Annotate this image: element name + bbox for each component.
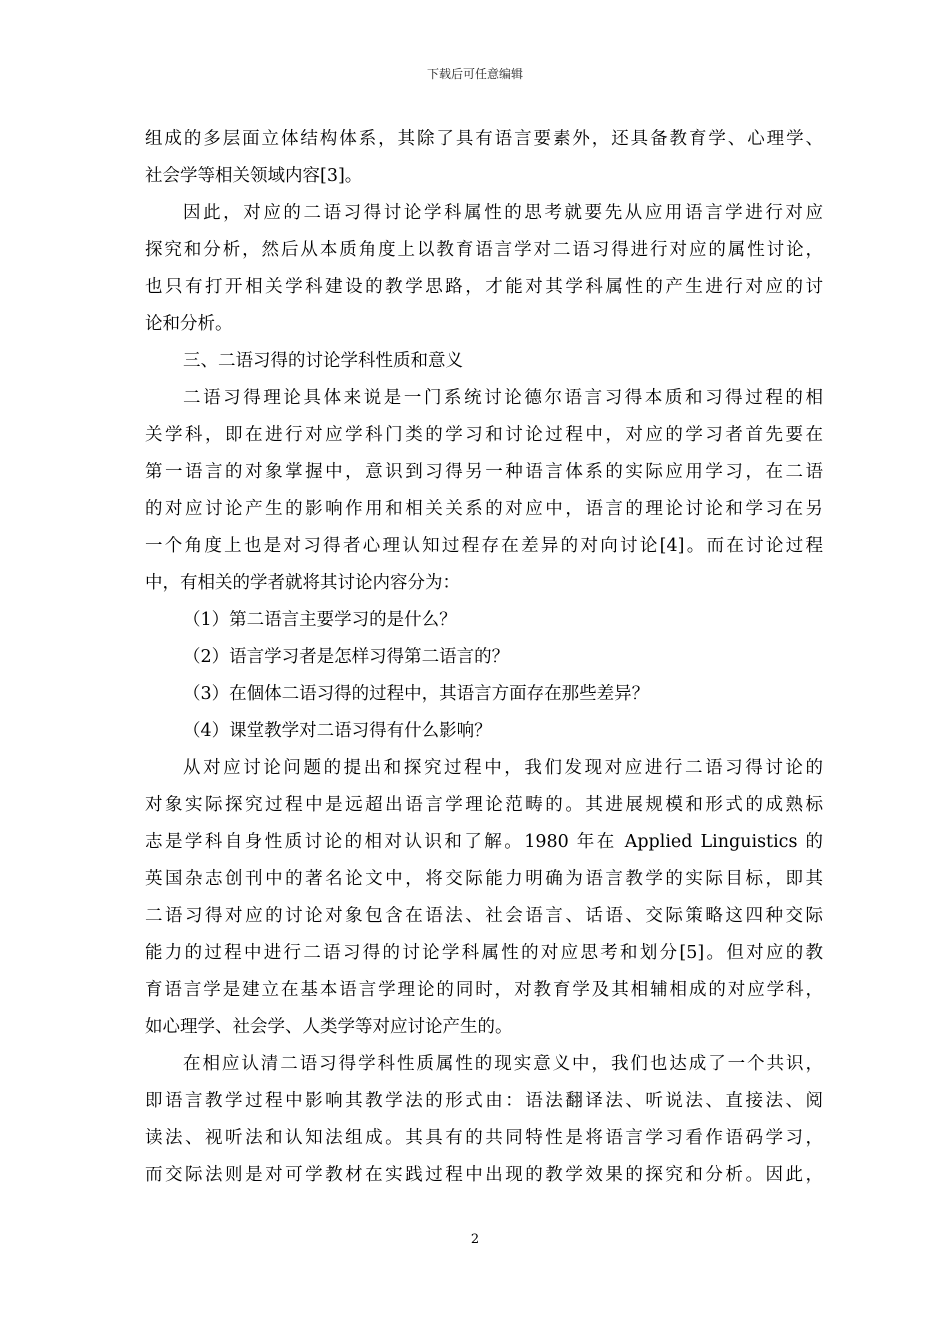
text-line: 关学科，即在进行对应学科门类的学习和讨论过程中，对应的学习者首先要在 xyxy=(145,425,823,445)
text-line: 二语习得理论具体来说是一门系统讨论德尔语言习得本质和习得过程的相 xyxy=(183,388,823,408)
text-line: 论和分析。 xyxy=(145,314,233,334)
text-line: 志是学科自身性质讨论的相对认识和了解。1980 年在 Applied Linguistics 的 xyxy=(145,832,823,852)
text-line: 对象实际探究过程中是远超出语言学理论范畴的。其进展规模和形式的成熟标 xyxy=(145,795,823,815)
text-line: 也只有打开相关学科建设的教学思路，才能对其学科属性的产生进行对应的讨 xyxy=(145,277,823,297)
text-line: 如心理学、社会学、人类学等对应讨论产生的。 xyxy=(145,1017,513,1037)
list-item: （4）课堂教学对二语习得有什么影响？ xyxy=(183,721,492,741)
list-item: （1）第二语言主要学习的是什么？ xyxy=(183,610,457,630)
text-line: 社会学等相关领域内容[3]。 xyxy=(145,166,363,186)
document-body xyxy=(145,121,823,1194)
text-line: 即语言教学过程中影响其教学法的形式由：语法翻译法、听说法、直接法、阅 xyxy=(145,1091,823,1111)
text-line: 而交际法则是对可学教材在实践过程中出现的教学效果的探究和分析。因此， xyxy=(145,1165,823,1185)
text-line: 从对应讨论问题的提出和探究过程中，我们发现对应进行二语习得讨论的 xyxy=(183,758,823,778)
text-line: 能力的过程中进行二语习得的讨论学科属性的对应思考和划分[5]。但对应的教 xyxy=(145,943,823,963)
text-line: 一个角度上也是对习得者心理认知过程存在差异的对向讨论[4]。而在讨论过程 xyxy=(145,536,823,556)
text-line: 探究和分析，然后从本质角度上以教育语言学对二语习得进行对应的属性讨论， xyxy=(145,240,823,260)
text-line: 英国杂志创刊中的著名论文中，将交际能力明确为语言教学的实际目标，即其 xyxy=(145,869,823,889)
text-line: 在相应认清二语习得学科性质属性的现实意义中，我们也达成了一个共识， xyxy=(183,1054,823,1074)
text-line: 因此，对应的二语习得讨论学科属性的思考就要先从应用语言学进行对应 xyxy=(183,203,823,223)
list-item: （3）在個体二语习得的过程中，其语言方面存在那些差异？ xyxy=(183,684,650,704)
text-line: 中，有相关的学者就将其讨论内容分为： xyxy=(145,573,460,593)
list-item: （2）语言学习者是怎样习得第二语言的？ xyxy=(183,647,510,667)
text-line: 第一语言的对象掌握中，意识到习得另一种语言体系的实际应用学习，在二语 xyxy=(145,462,823,482)
section-heading: 三、二语习得的讨论学科性质和意义 xyxy=(183,351,463,371)
page-header: 下载后可任意编辑 xyxy=(426,67,523,81)
text-line: 二语习得对应的讨论对象包含在语法、社会语言、话语、交际策略这四种交际 xyxy=(145,906,823,926)
text-line: 组成的多层面立体结构体系，其除了具有语言要素外，还具备教育学、心理学、 xyxy=(145,129,823,149)
text-line: 读法、视听法和认知法组成。其具有的共同特性是将语言学习看作语码学习， xyxy=(145,1128,823,1148)
text-line: 的对应讨论产生的影响作用和相关关系的对应中，语言的理论讨论和学习在另 xyxy=(145,499,823,519)
text-line: 育语言学是建立在基本语言学理论的同时，对教育学及其相辅相成的对应学科， xyxy=(145,980,823,1000)
page-number: 2 xyxy=(470,1232,480,1247)
